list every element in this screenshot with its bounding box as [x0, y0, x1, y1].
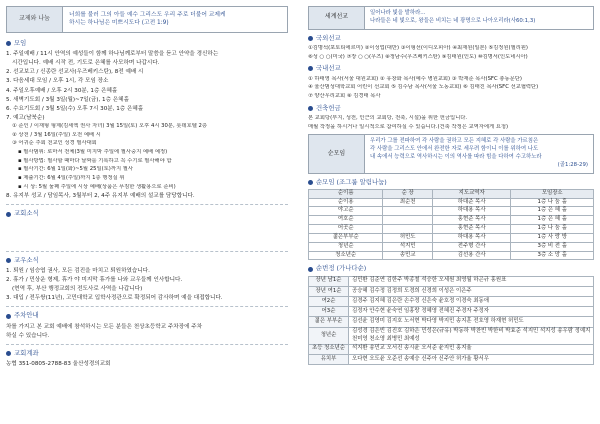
section-title-building-fund: 건축헌금: [308, 104, 594, 113]
announcements-list: 1. 주일예배 / 11시 안역의 예성들이 함께 하나님께로부터 말씀을 듣고 안약을 경신하는 시간입니다. 예배 시작 전, 기도로 은혜를 사모하며 나갑시다. 2. 선교보고 / 신종란 선교사(우즈베키스탄), 8전 예배 시 3. 다음세대 모임 / 오후 1시, 각 모임 장소 4. 주일오후예배 / 오후 2시 30분, 1층 은혜홀 5. 새벽기도회 / 3월 3일(월)~7일(금), 1층 은혜홀 6. 수요기도회 / 3월 5일(수) 오후 7시 30분, 1층 은혜홀 7. 예고(남북순) ① 준인 / 이재형 형제(김세엑 권사 자녀) 3월 15일(토) 오후 4시 30분, 롯데호텔 2층 ② 상천 / 3월 16일(주일) 오전 예배 시 ③ 어귀순 주회 천교인 성경 필사대회 ▪ 필사범위: 로마서 전체(3월 미지막 주일에 필사중지 예배 예정) ▪ 필사방법: 필사할 때마다 날짜를 기록하고 꼭 수기로 필사해야 함 ▪ 필사기간: 6월 1일(화)~5월 25일(토)까지 필사 ▪ 제출기간: 6월 4일(주일)까지 1층 행정실 위 ▪ 시 상: 5월 둘째 주일에 시상 예배(상품은 푸짐한 생활용으로 준비) 8. 유지부 성교 / 담임목사, 3월부터 2, 4주 유지부 예배의 설교를 담당합니다.: [6, 51, 219, 200]
section-title-church-news: 교회소식: [6, 209, 288, 218]
bullet-icon: [308, 36, 313, 41]
bullet-icon: [6, 212, 11, 217]
bullet-icon: [6, 314, 11, 319]
table-row: 어곳순 홍현준 목사 1층 나 눔 홀: [309, 225, 594, 234]
divider: [6, 251, 288, 252]
section-title-parking: 주차안내: [6, 311, 288, 320]
table-row: 어3순 김정자 안수현 윤숙연 임홍랑 정혜영 전혜진 주경자 주정자: [309, 307, 594, 317]
left-column: [0, 0, 296, 424]
table-row: 초등 청소년순 석지환 송민교 오서진 송시윤 오서준 윤지민 홍지율: [309, 344, 594, 354]
members-list: 1. 퇴원 / 임승엽 권사, 모든 검진을 마치고 퇴원하였습니다. 2. 휴가 / 민상운 형제, 휴가 야 미지막 휴가를 나와 교우들께 인사합니다. (현역 후, 부산 행정교회의 전도사로 사역을 나갑니다) 3. 대입 / 전두쌍(11년), 고민대학교 입학사정관으로 확정되어 감사하며 예을 대접합니다.: [6, 267, 223, 302]
missions-theme-label: 세계선교: [309, 7, 365, 29]
right-column: [300, 0, 600, 424]
bullet-icon: [6, 41, 11, 46]
table-row: 야고순 하대용 목사 1층 은 혜 홀: [309, 207, 594, 216]
bullet-icon: [308, 66, 313, 71]
section-title-foreign-missions: 국외선교: [308, 34, 594, 43]
cell-group-verse-box: [308, 134, 594, 173]
section-title-gatherings: 모임: [6, 39, 288, 48]
building-fund-text: 본 교회당(부지, 성전, 인근의 교회당, 전축, 시설)을 위한 헌금입니다. 매월 작정을 하시거나 일시적으로 참여하실 수 있습니다.(건축 작정은 교역자에게 요청): [308, 114, 509, 130]
account-text: 농협 351-0805-2788-83 울산성경의교회: [6, 361, 111, 368]
table-row: 청년순 김성경 김은빈 김진호 김하은 민성은(규유) 박동하 박찬빈 박한비 박효준 석지민 석지성 송우람 정예지 천미영 천소영 최병민 최예성: [309, 327, 594, 344]
table-row: 장년 여1순 공승혜 김수정 김정희 도경희 신경희 이성은 이은주: [309, 286, 594, 296]
duty-table: [308, 276, 594, 365]
missions-theme-text: 일어나라 빛을 발하라... 나라들은 네 빛으로, 왕들은 비치는 네 광명으로 나아오리라(사60:1,3): [370, 10, 536, 24]
motto-label: 교제와 나눔: [7, 7, 63, 32]
parking-text: 차를 가지고 본 교회 예배에 참석하시는 모든 분들은 천상초등학교 주차장에 주차 하실 수 있습니다.: [6, 323, 203, 339]
bullet-icon: [308, 180, 313, 185]
domestic-missions-list: ① 하태영 목사(서울 대원교회) ② 유창화 목사(예수 병원교회) ③ 박재준 목사(SFC 총동문단) ④ 울산범성대학교회 어린이 선교회 ⑤ 김수남 목사(서울 노동교회) ⑥ 김태진 목사(SFC 선교협력단) ⑦ 양산우리교회 ⑧ 김경태 목사: [308, 75, 539, 99]
cell-group-verse-label: 순모임: [309, 135, 365, 172]
table-row: 젊은 부부순 김선윤 김영미 김지호 노서현 박다영 박지민 송지훈 전호영 하재현 허민도: [309, 317, 594, 327]
cell-group-verse-text: 우리가 그를 전파하여 각 사람을 권하고 모든 지혜로 각 사람을 가르침은 각 사람을 그리스도 안에서 완전한 자로 세우려 함이니 이를 위하여 나도 내 속에서 능력으로 역사하시는 이의 역사를 따라 힘을 다하여 수고하노라 (골1:28-29): [370, 138, 588, 168]
table-row: 청소년순 송민교 김선용 간사 3층 소 망 홀: [309, 251, 594, 260]
section-title-cells: 순모임 (조그룹 알림나눔): [308, 178, 594, 187]
bullet-icon: [6, 351, 11, 356]
table-row: 순이용 최순천 하대준 목사 1층 나 눔 홀: [309, 198, 594, 207]
cells-table: [308, 189, 594, 261]
section-title-duty: 순번정 (가나다순): [308, 264, 594, 273]
table-row: 여2순 김경주 김지혜 김은란 손수정 신은숙 윤호정 이경숙 최동애: [309, 297, 594, 307]
table-row: 여호순 홍현준 목사 1층 은 혜 홀: [309, 216, 594, 225]
section-title-account: 교회계좌: [6, 349, 288, 358]
divider: [6, 306, 288, 307]
divider: [6, 344, 288, 345]
table-header-row: 순이름 순 장 지도교역자 모임장소: [309, 189, 594, 198]
bullet-icon: [308, 106, 313, 111]
section-title-members: 교우소식: [6, 256, 288, 265]
table-row: 유치부 오다현 오도윤 오준선 송예승 신주아 신주안 허가율 황서우: [309, 354, 594, 364]
motto-box: [6, 6, 288, 33]
table-row: 청년순 석지민 전주형 간사 3층 비 전 홀: [309, 242, 594, 251]
divider: [6, 204, 288, 205]
bullet-icon: [308, 267, 313, 272]
table-row: 장년 남1순 김민환 김준연 김한주 박종철 석승한 오세원 최영월 하곤규 홍원표: [309, 276, 594, 286]
section-title-domestic-missions: 국내선교: [308, 64, 594, 73]
bullet-icon: [6, 258, 11, 263]
motto-text: 너희를 불러 그의 아들 예수 그리스도 우리 주로 더불어 교제케 하시는 하나님은 미쁘시도다 (고전 1:9): [69, 12, 226, 27]
table-row: 젊은부부순 허민도 하대용 목사 1층 사 랑 방: [309, 233, 594, 242]
missions-theme-box: [308, 6, 594, 30]
foreign-missions-list: ①김명석(포토티에르미) ②이성업(대만) ③이형선(이디오피아) ④최재원(일본) ⑤김정원(필리핀) ⑥성 ○ ○(미국) ⑦장 ○ ○(우즈) ⑧정남수(우즈베키스탄) ⑨김태원(인도) ⑩김명서(인도네시아): [308, 44, 528, 60]
